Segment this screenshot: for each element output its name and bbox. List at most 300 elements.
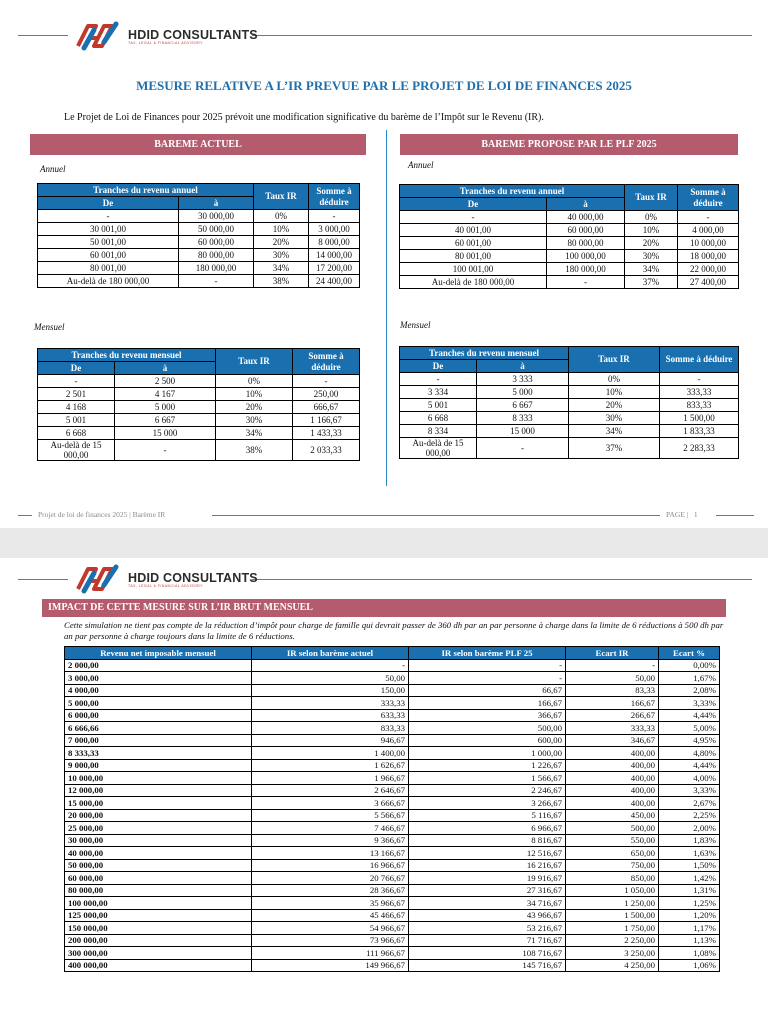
table-cell: -: [179, 275, 254, 288]
table-cell: 150 000,00: [65, 922, 252, 935]
table-row: [65, 934, 720, 947]
table-row: [65, 672, 720, 685]
table-row: [38, 249, 360, 262]
table-cell: 1 250,00: [566, 897, 659, 910]
table-cell: 80 001,00: [400, 250, 547, 263]
table-cell: 3 000,00: [65, 672, 252, 685]
table-cell: 5 566,67: [252, 809, 409, 822]
table-cell: 400,00: [566, 784, 659, 797]
table-cell: 8 816,67: [409, 834, 566, 847]
table-cell: 30 001,00: [38, 223, 179, 236]
table-cell: 6 668: [38, 427, 115, 440]
table-cell: 346,67: [566, 734, 659, 747]
table-row: [400, 425, 739, 438]
table-row: [400, 211, 739, 224]
table-cell: 1 500,00: [566, 909, 659, 922]
col-ecart-ir: Ecart IR: [566, 647, 659, 660]
col-tranches: Tranches du revenu annuel: [400, 185, 625, 198]
current-annual-table: [37, 183, 360, 288]
proposed-annual-label: Annuel: [408, 160, 434, 170]
table-cell: 30%: [569, 412, 660, 425]
col-a: à: [179, 197, 254, 210]
table-cell: 600,00: [409, 734, 566, 747]
table-row: [65, 772, 720, 785]
table-cell: 5 000,00: [65, 697, 252, 710]
table-cell: 145 716,67: [409, 959, 566, 972]
table-cell: 34 716,67: [409, 897, 566, 910]
table-cell: 5 000: [477, 386, 569, 399]
table-cell: Au-delà de 180 000,00: [400, 276, 547, 289]
table-cell: 550,00: [566, 834, 659, 847]
header-rule-right: [252, 35, 752, 36]
table-cell: -: [115, 440, 216, 461]
table-cell: 4 167: [115, 388, 216, 401]
table-row: [38, 427, 360, 440]
table-cell: 149 966,67: [252, 959, 409, 972]
table-cell: -: [309, 210, 360, 223]
table-cell: 35 966,67: [252, 897, 409, 910]
table-cell: 125 000,00: [65, 909, 252, 922]
table-row: [65, 809, 720, 822]
col-ecart-pct: Ecart %: [659, 647, 720, 660]
table-row: [65, 734, 720, 747]
page-title: MESURE RELATIVE A L’IR PREVUE PAR LE PROJET DE LOI DE FINANCES 2025: [136, 78, 632, 93]
table-cell: 2 283,33: [660, 438, 739, 459]
table-cell: 3 333: [477, 373, 569, 386]
table-row: [400, 276, 739, 289]
table-cell: 1 833,33: [660, 425, 739, 438]
brand-tagline: TAX, LEGAL & FINANCIAL ADVISORY: [128, 40, 203, 45]
brand-name: HDID CONSULTANTS: [128, 27, 258, 42]
table-row: [400, 263, 739, 276]
table-cell: 6 666,66: [65, 722, 252, 735]
current-annual-label: Annuel: [40, 164, 66, 174]
table-cell: 366,67: [409, 709, 566, 722]
table-row: [400, 438, 739, 459]
page-number: PAGE | 1: [666, 510, 698, 519]
table-row: [38, 210, 360, 223]
table-row: [38, 401, 360, 414]
table-cell: 5 001: [400, 399, 477, 412]
table-row: [65, 784, 720, 797]
table-cell: 4,44%: [659, 709, 720, 722]
table-cell: 37%: [569, 438, 660, 459]
table-cell: 17 200,00: [309, 262, 360, 275]
table-cell: 12 516,67: [409, 847, 566, 860]
table-row: [400, 250, 739, 263]
table-cell: 34%: [569, 425, 660, 438]
current-monthly-label: Mensuel: [34, 322, 65, 332]
table-row: [65, 922, 720, 935]
table-cell: 66,67: [409, 684, 566, 697]
col-somme: Somme à déduire: [309, 184, 360, 210]
table-cell: 4 168: [38, 401, 115, 414]
table-cell: 15 000: [115, 427, 216, 440]
table-row: [65, 947, 720, 960]
table-cell: 15 000: [477, 425, 569, 438]
header-rule-left: [18, 579, 68, 580]
table-cell: 1,31%: [659, 884, 720, 897]
table-cell: 666,67: [293, 401, 360, 414]
col-tranches: Tranches du revenu annuel: [38, 184, 254, 197]
table-cell: 100 000,00: [65, 897, 252, 910]
footer-rule-mid: [212, 515, 660, 516]
col-tranches: Tranches du revenu mensuel: [400, 347, 569, 360]
table-cell: 20%: [569, 399, 660, 412]
table-cell: 108 716,67: [409, 947, 566, 960]
table-cell: 4,00%: [659, 772, 720, 785]
table-cell: 400,00: [566, 772, 659, 785]
impact-heading: IMPACT DE CETTE MESURE SUR L’IR BRUT MENSUEL: [42, 599, 726, 617]
footer-rule-right: [716, 515, 754, 516]
table-row: [38, 236, 360, 249]
table-cell: 30%: [216, 414, 293, 427]
table-cell: 1 566,67: [409, 772, 566, 785]
table-cell: 1 500,00: [660, 412, 739, 425]
table-cell: Au-delà de 180 000,00: [38, 275, 179, 288]
table-cell: 10%: [569, 386, 660, 399]
table-row: [38, 375, 360, 388]
table-cell: 10%: [254, 223, 309, 236]
table-row: [65, 822, 720, 835]
table-row: [65, 834, 720, 847]
table-cell: 16 966,67: [252, 859, 409, 872]
table-cell: 8 000,00: [309, 236, 360, 249]
table-cell: 30%: [254, 249, 309, 262]
table-row: [65, 959, 720, 972]
table-cell: 1,25%: [659, 897, 720, 910]
table-row: [65, 684, 720, 697]
table-cell: 15 000,00: [65, 797, 252, 810]
table-cell: 166,67: [566, 697, 659, 710]
table-cell: 1 000,00: [409, 747, 566, 760]
table-cell: 34%: [216, 427, 293, 440]
table-row: [65, 859, 720, 872]
table-row: [400, 412, 739, 425]
table-row: [38, 223, 360, 236]
header-rule-right: [252, 579, 752, 580]
table-row: [38, 414, 360, 427]
col-taux: Taux IR: [254, 184, 309, 210]
table-cell: 850,00: [566, 872, 659, 885]
table-cell: 1 400,00: [252, 747, 409, 760]
table-cell: 2 646,67: [252, 784, 409, 797]
table-row: [38, 275, 360, 288]
table-cell: 500,00: [409, 722, 566, 735]
table-cell: 333,33: [660, 386, 739, 399]
current-monthly-table: [37, 348, 360, 461]
table-cell: -: [409, 659, 566, 672]
table-cell: 5,00%: [659, 722, 720, 735]
table-cell: 1 433,33: [293, 427, 360, 440]
col-de: De: [400, 198, 547, 211]
col-de: De: [400, 360, 477, 373]
table-cell: -: [477, 438, 569, 459]
table-cell: 333,33: [566, 722, 659, 735]
table-cell: 0%: [216, 375, 293, 388]
table-cell: 450,00: [566, 809, 659, 822]
table-cell: 946,67: [252, 734, 409, 747]
table-cell: 250,00: [293, 388, 360, 401]
table-cell: 6 667: [115, 414, 216, 427]
col-ir-actuel: IR selon barème actuel: [252, 647, 409, 660]
table-cell: 3 666,67: [252, 797, 409, 810]
table-row: [38, 440, 360, 461]
table-cell: 0,00%: [659, 659, 720, 672]
table-cell: 1 050,00: [566, 884, 659, 897]
table-cell: 50 000,00: [179, 223, 254, 236]
footer-rule-left: [18, 515, 32, 516]
table-cell: 45 466,67: [252, 909, 409, 922]
table-cell: 333,33: [252, 697, 409, 710]
table-cell: 6 667: [477, 399, 569, 412]
table-cell: 73 966,67: [252, 934, 409, 947]
table-cell: 6 000,00: [65, 709, 252, 722]
table-cell: 9 366,67: [252, 834, 409, 847]
table-cell: 1 966,67: [252, 772, 409, 785]
table-cell: -: [566, 659, 659, 672]
table-cell: 30 000,00: [179, 210, 254, 223]
table-cell: 83,33: [566, 684, 659, 697]
table-cell: 500,00: [566, 822, 659, 835]
table-cell: 19 916,67: [409, 872, 566, 885]
table-cell: 2 000,00: [65, 659, 252, 672]
table-cell: 3,33%: [659, 697, 720, 710]
table-cell: 266,67: [566, 709, 659, 722]
current-scale-heading: BAREME ACTUEL: [30, 134, 366, 155]
table-cell: 0%: [254, 210, 309, 223]
table-cell: 40 000,00: [546, 211, 624, 224]
table-cell: 400,00: [566, 759, 659, 772]
table-cell: 20%: [254, 236, 309, 249]
table-cell: 1 750,00: [566, 922, 659, 935]
table-cell: 4,44%: [659, 759, 720, 772]
table-cell: 1,83%: [659, 834, 720, 847]
table-cell: 111 966,67: [252, 947, 409, 960]
table-cell: 8 333,33: [65, 747, 252, 760]
table-cell: 40 001,00: [400, 224, 547, 237]
table-cell: 60 001,00: [400, 237, 547, 250]
footer-left: Projet de loi de finances 2025 | Barème IR: [38, 510, 166, 519]
table-cell: -: [252, 659, 409, 672]
table-cell: 24 400,00: [309, 275, 360, 288]
table-cell: Au-delà de 15 000,00: [38, 440, 115, 461]
table-cell: -: [38, 375, 115, 388]
table-cell: 150,00: [252, 684, 409, 697]
table-row: [65, 847, 720, 860]
col-a: à: [115, 362, 216, 375]
table-row: [65, 747, 720, 760]
col-taux: Taux IR: [569, 347, 660, 373]
table-cell: 8 334: [400, 425, 477, 438]
table-cell: 4,80%: [659, 747, 720, 760]
table-cell: 166,67: [409, 697, 566, 710]
table-cell: 20 000,00: [65, 809, 252, 822]
company-logo: [74, 563, 258, 595]
table-cell: 28 366,67: [252, 884, 409, 897]
table-cell: 100 001,00: [400, 263, 547, 276]
table-cell: 38%: [254, 275, 309, 288]
table-row: [38, 388, 360, 401]
col-de: De: [38, 362, 115, 375]
table-cell: 1 226,67: [409, 759, 566, 772]
table-cell: 2 246,67: [409, 784, 566, 797]
table-cell: 4,95%: [659, 734, 720, 747]
col-ir-plf: IR selon barème PLF 25: [409, 647, 566, 660]
table-cell: 833,33: [660, 399, 739, 412]
table-cell: 60 000,00: [65, 872, 252, 885]
table-cell: 400,00: [566, 747, 659, 760]
table-cell: 5 116,67: [409, 809, 566, 822]
table-cell: 22 000,00: [678, 263, 739, 276]
table-cell: 18 000,00: [678, 250, 739, 263]
table-cell: 13 166,67: [252, 847, 409, 860]
table-cell: 20%: [625, 237, 678, 250]
table-cell: 3 334: [400, 386, 477, 399]
col-de: De: [38, 197, 179, 210]
table-cell: 5 001: [38, 414, 115, 427]
table-cell: 1,50%: [659, 859, 720, 872]
table-cell: 60 000,00: [179, 236, 254, 249]
table-cell: 80 000,00: [546, 237, 624, 250]
table-cell: 3 266,67: [409, 797, 566, 810]
col-somme: Somme à déduire: [660, 347, 739, 373]
table-cell: 0%: [625, 211, 678, 224]
table-cell: -: [678, 211, 739, 224]
table-cell: 2,25%: [659, 809, 720, 822]
table-cell: 50 001,00: [38, 236, 179, 249]
table-cell: 40 000,00: [65, 847, 252, 860]
table-row: [38, 262, 360, 275]
table-cell: 0%: [569, 373, 660, 386]
table-cell: 6 668: [400, 412, 477, 425]
table-cell: 7 466,67: [252, 822, 409, 835]
table-cell: 1,06%: [659, 959, 720, 972]
col-a: à: [477, 360, 569, 373]
col-somme: Somme à déduire: [678, 185, 739, 211]
logo-mark-icon: [74, 563, 122, 595]
table-cell: 180 000,00: [179, 262, 254, 275]
table-cell: 53 216,67: [409, 922, 566, 935]
table-row: [65, 909, 720, 922]
table-cell: 100 000,00: [546, 250, 624, 263]
table-cell: 50 000,00: [65, 859, 252, 872]
company-logo: [74, 20, 258, 52]
table-cell: 34%: [625, 263, 678, 276]
table-cell: 1,17%: [659, 922, 720, 935]
proposed-monthly-table: [399, 346, 739, 459]
table-cell: 1,63%: [659, 847, 720, 860]
table-cell: 633,33: [252, 709, 409, 722]
table-cell: 27 400,00: [678, 276, 739, 289]
table-cell: 400,00: [566, 797, 659, 810]
table-cell: 4 000,00: [65, 684, 252, 697]
table-cell: 60 000,00: [546, 224, 624, 237]
table-cell: -: [400, 211, 547, 224]
table-cell: Au-delà de 15 000,00: [400, 438, 477, 459]
table-cell: 50,00: [252, 672, 409, 685]
intro-text: Le Projet de Loi de Finances pour 2025 prévoit une modification significative du barème de l’Impôt sur le Revenu (IR).: [64, 112, 544, 123]
table-cell: 650,00: [566, 847, 659, 860]
table-cell: 2,08%: [659, 684, 720, 697]
table-cell: 2 250,00: [566, 934, 659, 947]
table-row: [400, 399, 739, 412]
proposed-scale-heading: BAREME PROPOSE PAR LE PLF 2025: [400, 134, 738, 155]
table-cell: 10 000,00: [65, 772, 252, 785]
table-cell: -: [38, 210, 179, 223]
table-row: [65, 659, 720, 672]
table-cell: 9 000,00: [65, 759, 252, 772]
table-cell: 71 716,67: [409, 934, 566, 947]
table-row: [65, 697, 720, 710]
table-cell: 10%: [625, 224, 678, 237]
table-cell: 38%: [216, 440, 293, 461]
table-cell: 2,67%: [659, 797, 720, 810]
table-cell: 20%: [216, 401, 293, 414]
table-cell: 10 000,00: [678, 237, 739, 250]
table-cell: 2 501: [38, 388, 115, 401]
table-cell: 30%: [625, 250, 678, 263]
table-cell: 80 000,00: [65, 884, 252, 897]
table-cell: 4 000,00: [678, 224, 739, 237]
col-taux: Taux IR: [625, 185, 678, 211]
table-cell: 12 000,00: [65, 784, 252, 797]
table-cell: 4 250,00: [566, 959, 659, 972]
table-cell: 6 966,67: [409, 822, 566, 835]
header-rule-left: [18, 35, 68, 36]
table-cell: 60 001,00: [38, 249, 179, 262]
table-cell: 8 333: [477, 412, 569, 425]
table-cell: 34%: [254, 262, 309, 275]
table-cell: 833,33: [252, 722, 409, 735]
table-cell: 1,13%: [659, 934, 720, 947]
table-row: [400, 373, 739, 386]
table-cell: 27 316,67: [409, 884, 566, 897]
table-cell: 400 000,00: [65, 959, 252, 972]
table-cell: 3,33%: [659, 784, 720, 797]
column-divider: [386, 130, 387, 486]
table-cell: -: [400, 373, 477, 386]
table-cell: 20 766,67: [252, 872, 409, 885]
brand-tagline: TAX, LEGAL & FINANCIAL ADVISORY: [128, 583, 203, 588]
table-cell: 54 966,67: [252, 922, 409, 935]
table-row: [400, 224, 739, 237]
table-row: [65, 797, 720, 810]
table-cell: 1,42%: [659, 872, 720, 885]
table-cell: 1 626,67: [252, 759, 409, 772]
proposed-monthly-label: Mensuel: [400, 320, 431, 330]
table-cell: 1,20%: [659, 909, 720, 922]
table-cell: 5 000: [115, 401, 216, 414]
table-cell: 750,00: [566, 859, 659, 872]
table-cell: -: [660, 373, 739, 386]
table-cell: 2 500: [115, 375, 216, 388]
table-cell: 3 000,00: [309, 223, 360, 236]
proposed-annual-table: [399, 184, 739, 289]
table-cell: 180 000,00: [546, 263, 624, 276]
table-cell: 2,00%: [659, 822, 720, 835]
table-row: [400, 237, 739, 250]
table-row: [65, 897, 720, 910]
brand-name: HDID CONSULTANTS: [128, 570, 258, 585]
table-cell: 16 216,67: [409, 859, 566, 872]
table-row: [65, 872, 720, 885]
table-cell: 80 001,00: [38, 262, 179, 275]
table-cell: 50,00: [566, 672, 659, 685]
table-cell: 10%: [216, 388, 293, 401]
table-row: [65, 759, 720, 772]
table-cell: 200 000,00: [65, 934, 252, 947]
